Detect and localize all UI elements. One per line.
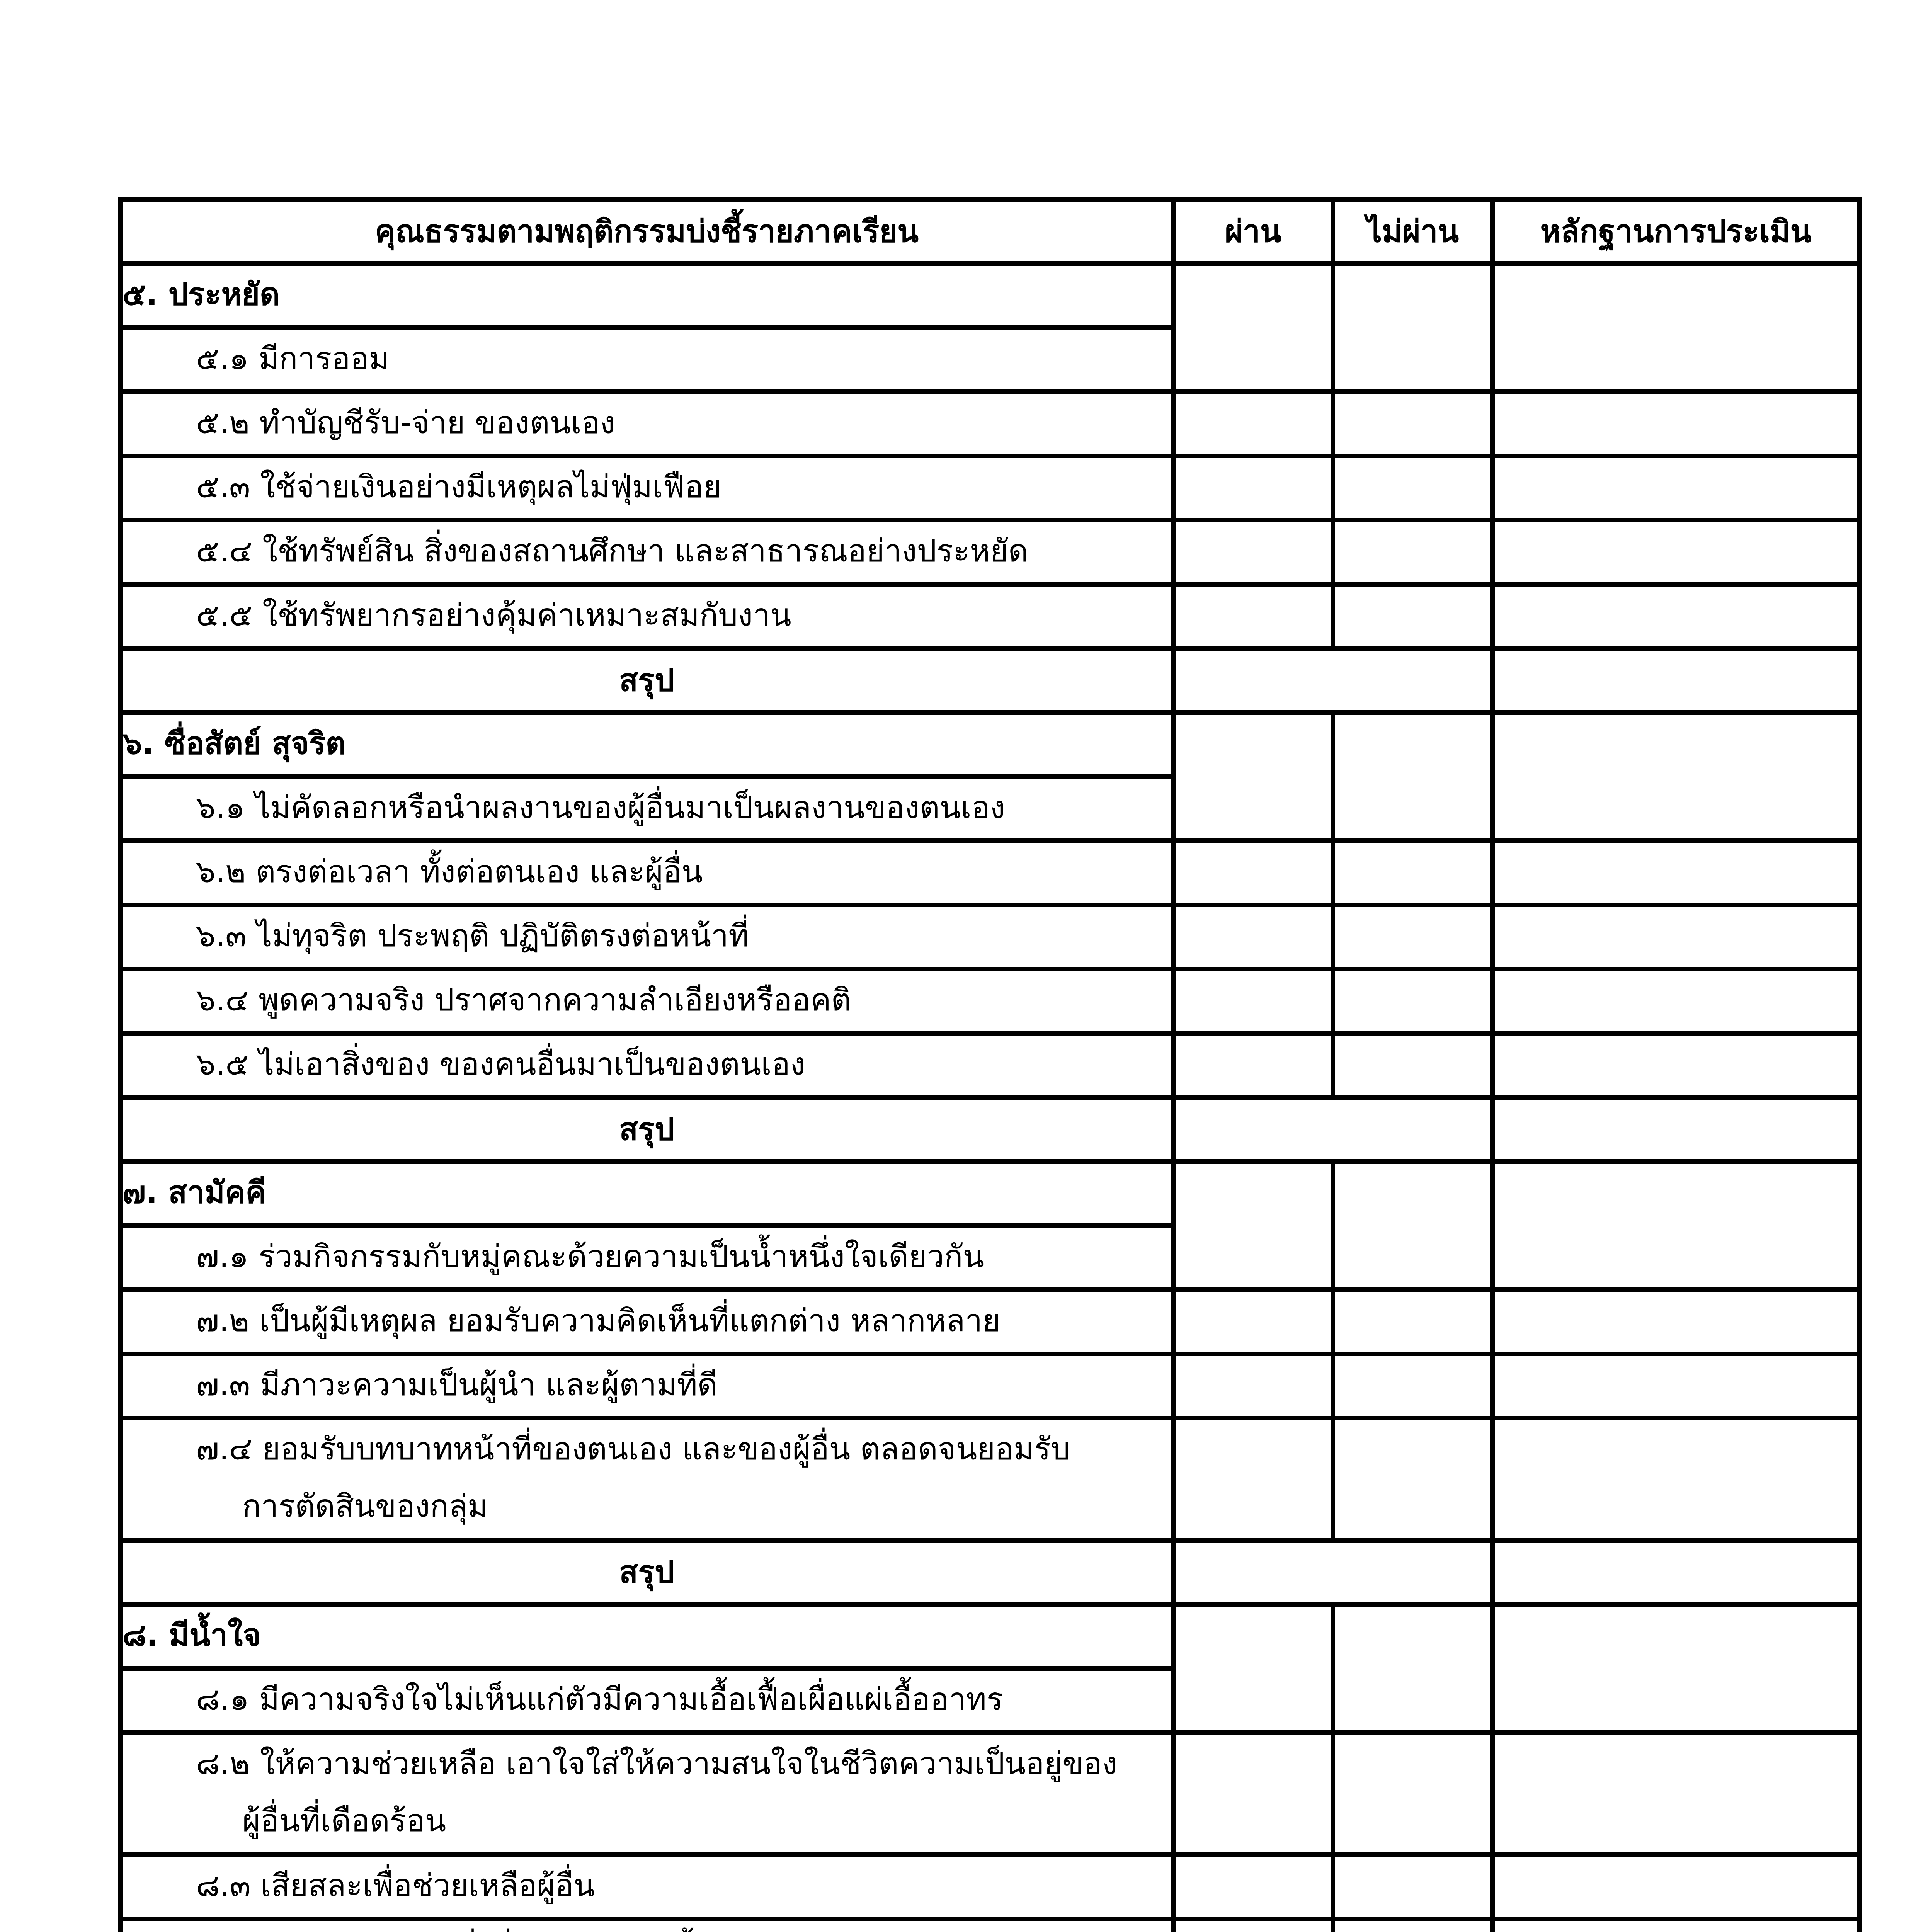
criterion-line: ๕.๒ ทำบัญชีรับ-จ่าย ของตนเอง <box>196 405 615 440</box>
section-header-row <box>120 1162 1859 1226</box>
section-title: ๗. สามัคคี <box>120 1162 1173 1226</box>
table-header-row <box>120 199 1859 264</box>
fail-cell[interactable] <box>1333 1033 1492 1097</box>
criterion-line: ๖.๔ พูดความจริง ปราศจากความลำเอียงหรืออคติ <box>196 982 851 1018</box>
evidence-cell[interactable] <box>1492 1919 1859 1932</box>
criterion-text <box>120 1354 1173 1418</box>
pass-cell[interactable] <box>1173 1354 1333 1418</box>
criterion-text <box>120 328 1173 392</box>
criterion-text <box>120 520 1173 584</box>
summary-evidence-cell[interactable] <box>1492 648 1859 713</box>
criterion-text <box>120 584 1173 648</box>
criterion-text <box>120 456 1173 520</box>
criterion-row <box>120 392 1859 456</box>
fail-cell[interactable] <box>1333 1290 1492 1354</box>
criterion-text <box>120 1668 1173 1733</box>
evidence-cell[interactable] <box>1492 905 1859 969</box>
summary-result-cell[interactable] <box>1173 1097 1492 1162</box>
fail-cell[interactable] <box>1333 520 1492 584</box>
criterion-text <box>120 777 1173 841</box>
evidence-cell[interactable] <box>1492 969 1859 1033</box>
criterion-text <box>120 1733 1173 1855</box>
section-header-row <box>120 1604 1859 1668</box>
pass-cell[interactable] <box>1173 713 1333 841</box>
fail-cell[interactable] <box>1333 713 1492 841</box>
criterion-line: ๘.๓ เสียสละเพื่อช่วยเหลือผู้อื่น <box>196 1867 595 1903</box>
criteria-header: คุณธรรมตามพฤติกรรมบ่งชี้รายภาคเรียน <box>120 199 1173 264</box>
pass-cell[interactable] <box>1173 1855 1333 1919</box>
criterion-row <box>120 1919 1859 1932</box>
criterion-text <box>120 392 1173 456</box>
criterion-line: ๕.๕ ใช้ทรัพยากรอย่างคุ้มค่าเหมาะสมกับงาน <box>196 597 791 633</box>
pass-cell[interactable] <box>1173 264 1333 392</box>
criterion-row <box>120 1418 1859 1540</box>
criterion-line: ๖.๑ ไม่คัดลอกหรือนำผลงานของผู้อื่นมาเป็นผลงานของตนเอง <box>196 789 1005 825</box>
evidence-cell[interactable] <box>1492 1604 1859 1733</box>
criterion-row <box>120 1290 1859 1354</box>
fail-cell[interactable] <box>1333 1418 1492 1540</box>
pass-cell[interactable] <box>1173 1033 1333 1097</box>
fail-cell[interactable] <box>1333 1604 1492 1733</box>
fail-cell[interactable] <box>1333 392 1492 456</box>
evidence-cell[interactable] <box>1492 520 1859 584</box>
criterion-line: ๕.๓ ใช้จ่ายเงินอย่างมีเหตุผลไม่ฟุ่มเฟือย <box>196 469 722 505</box>
summary-row <box>120 1097 1859 1162</box>
criterion-row <box>120 584 1859 648</box>
section-header-row <box>120 713 1859 777</box>
summary-evidence-cell[interactable] <box>1492 1097 1859 1162</box>
virtue-evaluation-table <box>118 197 1862 1932</box>
pass-cell[interactable] <box>1173 1733 1333 1855</box>
pass-cell[interactable] <box>1173 584 1333 648</box>
criterion-row <box>120 969 1859 1033</box>
criterion-line: ๗.๒ เป็นผู้มีเหตุผล ยอมรับความคิดเห็นที่แตกต่าง หลากหลาย <box>196 1303 1001 1338</box>
evidence-cell[interactable] <box>1492 1354 1859 1418</box>
evaluation-sheet <box>118 197 1857 1932</box>
criterion-text <box>120 1418 1173 1540</box>
criterion-line: ๗.๔ ยอมรับบทบาทหน้าที่ของตนเอง และของผู้อื่น ตลอดจนยอมรับ <box>196 1431 1070 1467</box>
evidence-cell[interactable] <box>1492 1733 1859 1855</box>
criterion-line: ๗.๓ มีภาวะความเป็นผู้นำ และผู้ตามที่ดี <box>196 1367 718 1403</box>
fail-cell[interactable] <box>1333 841 1492 905</box>
criterion-line: ๕.๑ มีการออม <box>196 340 390 376</box>
criterion-row <box>120 520 1859 584</box>
criterion-text <box>120 1855 1173 1919</box>
pass-cell[interactable] <box>1173 456 1333 520</box>
criterion-row <box>120 1733 1859 1855</box>
pass-cell[interactable] <box>1173 905 1333 969</box>
fail-cell[interactable] <box>1333 264 1492 392</box>
fail-cell[interactable] <box>1333 1919 1492 1932</box>
criterion-text <box>120 969 1173 1033</box>
fail-cell[interactable] <box>1333 905 1492 969</box>
criterion-line: ๕.๔ ใช้ทรัพย์สิน สิ่งของสถานศึกษา และสาธารณอย่างประหยัด <box>196 533 1028 569</box>
criterion-text <box>120 841 1173 905</box>
fail-cell[interactable] <box>1333 456 1492 520</box>
criterion-row <box>120 841 1859 905</box>
criterion-text <box>120 1290 1173 1354</box>
criterion-line: ๖.๒ ตรงต่อเวลา ทั้งต่อตนเอง และผู้อื่น <box>196 854 703 889</box>
evidence-cell[interactable] <box>1492 1418 1859 1540</box>
section-title: ๘. มีน้ำใจ <box>120 1604 1173 1668</box>
criterion-text <box>120 1226 1173 1290</box>
evidence-cell[interactable] <box>1492 1162 1859 1290</box>
fail-cell[interactable] <box>1333 1855 1492 1919</box>
pass-cell[interactable] <box>1173 1162 1333 1290</box>
criterion-row <box>120 456 1859 520</box>
fail-cell[interactable] <box>1333 969 1492 1033</box>
criterion-line: ๖.๓ ไม่ทุจริต ประพฤติ ปฏิบัติตรงต่อหน้าที่ <box>196 918 749 954</box>
criterion-line: ๗.๑ ร่วมกิจกรรมกับหมู่คณะด้วยความเป็นน้ำหนึ่งใจเดียวกัน <box>196 1238 984 1274</box>
criterion-text <box>120 1033 1173 1097</box>
section-header-row <box>120 264 1859 328</box>
summary-result-cell[interactable] <box>1173 648 1492 713</box>
evidence-cell[interactable] <box>1492 1855 1859 1919</box>
criterion-row <box>120 1033 1859 1097</box>
evidence-cell[interactable] <box>1492 264 1859 392</box>
evidence-cell[interactable] <box>1492 584 1859 648</box>
criterion-row <box>120 1855 1859 1919</box>
fail-cell[interactable] <box>1333 1354 1492 1418</box>
evidence-header: หลักฐานการประเมิน <box>1492 199 1859 264</box>
criterion-line: การตัดสินของกลุ่ม <box>242 1488 488 1524</box>
pass-header: ผ่าน <box>1173 199 1333 264</box>
criterion-line: ๘.๒ ให้ความช่วยเหลือ เอาใจใส่ให้ความสนใจในชีวิตความเป็นอยู่ของ <box>196 1745 1117 1781</box>
criterion-text <box>120 905 1173 969</box>
fail-cell[interactable] <box>1333 584 1492 648</box>
criterion-row <box>120 905 1859 969</box>
summary-result-cell[interactable] <box>1173 1540 1492 1604</box>
table-body <box>120 264 1859 1932</box>
summary-row <box>120 1540 1859 1604</box>
pass-cell[interactable] <box>1173 520 1333 584</box>
pass-cell[interactable] <box>1173 392 1333 456</box>
evidence-cell[interactable] <box>1492 841 1859 905</box>
fail-cell[interactable] <box>1333 1733 1492 1855</box>
criterion-line: ผู้อื่นที่เดือดร้อน <box>242 1803 446 1838</box>
summary-row <box>120 648 1859 713</box>
evidence-cell[interactable] <box>1492 456 1859 520</box>
evidence-cell[interactable] <box>1492 713 1859 841</box>
section-title: ๕. ประหยัด <box>120 264 1173 328</box>
summary-evidence-cell[interactable] <box>1492 1540 1859 1604</box>
pass-cell[interactable] <box>1173 1290 1333 1354</box>
section-title: ๖. ซื่อสัตย์ สุจริต <box>120 713 1173 777</box>
criterion-text <box>120 1919 1173 1932</box>
fail-header: ไม่ผ่าน <box>1333 199 1492 264</box>
pass-cell[interactable] <box>1173 841 1333 905</box>
pass-cell[interactable] <box>1173 1418 1333 1540</box>
pass-cell[interactable] <box>1173 1919 1333 1932</box>
summary-label: สรุป <box>120 1540 1173 1604</box>
pass-cell[interactable] <box>1173 1604 1333 1733</box>
pass-cell[interactable] <box>1173 969 1333 1033</box>
criterion-line: ๖.๕ ไม่เอาสิ่งของ ของคนอื่นมาเป็นของตนเอง <box>196 1046 805 1082</box>
criterion-line: ๘.๑ มีความจริงใจไม่เห็นแก่ตัวมีความเอื้อเฟื้อเผื่อแผ่เอื้ออาทร <box>196 1681 1003 1717</box>
fail-cell[interactable] <box>1333 1162 1492 1290</box>
criterion-row <box>120 1354 1859 1418</box>
summary-label: สรุป <box>120 1097 1173 1162</box>
evidence-cell[interactable] <box>1492 1290 1859 1354</box>
evidence-cell[interactable] <box>1492 1033 1859 1097</box>
summary-label: สรุป <box>120 648 1173 713</box>
evidence-cell[interactable] <box>1492 392 1859 456</box>
